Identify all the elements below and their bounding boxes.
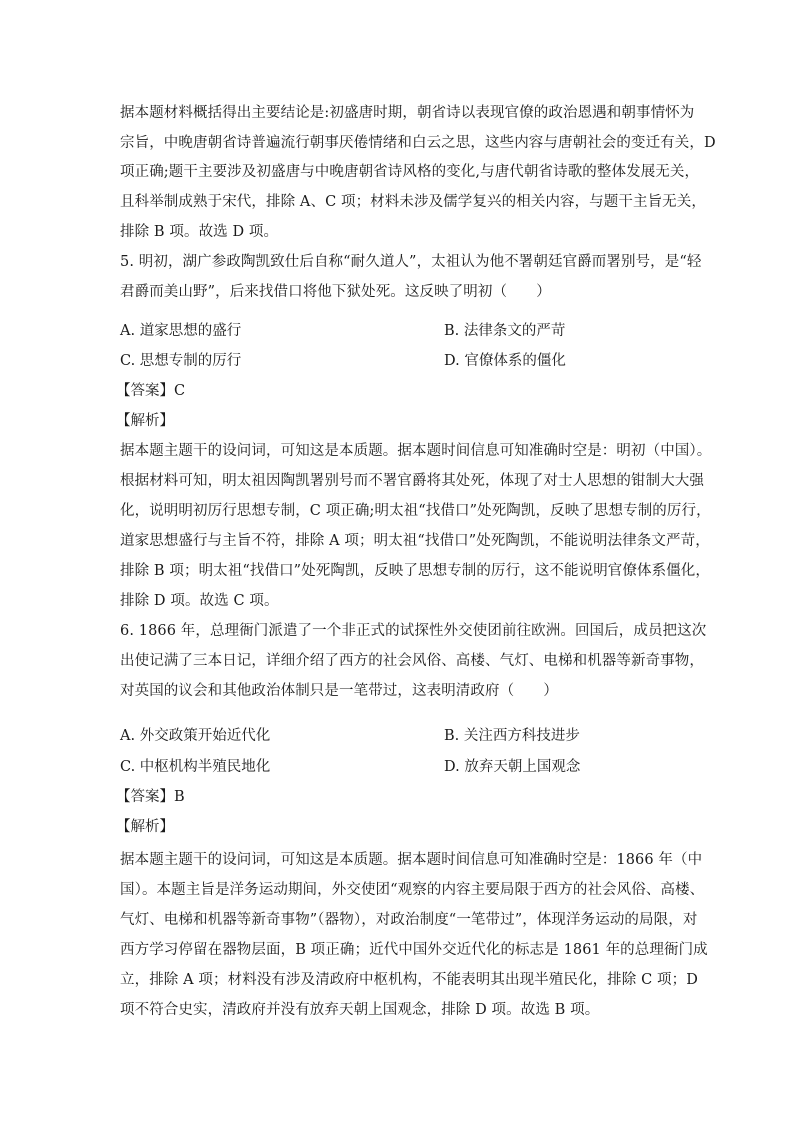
paragraph-line: 且科举制成熟于宋代，排除 A、C 项；材料未涉及儒学复兴的相关内容，与题干主旨无关， <box>120 194 706 210</box>
q6-analysis-line: 立，排除 A 项；材料没有涉及清政府中枢机构，不能表明其出现半殖民化，排除 C 项；D <box>120 972 698 988</box>
q5-option-d: D. 官僚体系的僵化 <box>444 353 566 369</box>
q6-analysis-line: 气灯、电梯和机器等新奇事物”（器物），对政治制度“一笔带过”，体现洋务运动的局限，对 <box>120 912 698 928</box>
q5-analysis-line: 排除 D 项。故选 C 项。 <box>120 593 279 609</box>
q6-analysis-line: 西方学习停留在器物层面，B 项正确；近代中国外交近代化的标志是 1861 年的总理衙门成 <box>120 942 708 958</box>
q6-option-d: D. 放弃天朝上国观念 <box>444 759 581 775</box>
q6-analysis-line: 据本题主题干的设问词，可知这是本质题。据本题时间信息可知准确时空是：1866 年（中 <box>120 852 703 868</box>
q5-analysis-line: 根据材料可知，明太祖因陶凯署别号而不署官爵将其处死，体现了对士人思想的钳制大大强 <box>120 473 704 489</box>
question-6-stem: 6. 1866 年，总理衙门派遣了一个非正式的试探性外交使团前往欧洲。回国后，成员把这次 <box>120 623 707 639</box>
q6-option-a: A. 外交政策开始近代化 <box>120 728 271 744</box>
paragraph-line: 据本题材料概括得出主要结论是:初盛唐时期，朝省诗以表现官僚的政治恩遇和朝事情怀为 <box>120 105 695 121</box>
q6-analysis-line: 国）。本题主旨是洋务运动期间，外交使团“观察的内容主要局限于西方的社会风俗、高楼、 <box>120 882 705 898</box>
paragraph-line: 宗旨，中晚唐朝省诗普遍流行朝事厌倦情绪和白云之思，这些内容与唐朝社会的变迁有关，D <box>120 135 716 151</box>
paragraph-line: 项正确;题干主要涉及初盛唐与中晚唐朝省诗风格的变化,与唐代朝省诗歌的整体发展无关， <box>120 164 700 180</box>
q6-option-b: B. 关注西方科技进步 <box>444 728 580 744</box>
question-6-stem: 出使记满了三本日记，详细介绍了西方的社会风俗、高楼、气灯、电梯和机器等新奇事物， <box>120 653 704 669</box>
q5-analysis-line: 化，说明明初厉行思想专制，C 项正确;明太祖“找借口”处死陶凯，反映了思想专制的厉行， <box>120 503 711 519</box>
q5-option-b: B. 法律条文的严苛 <box>444 323 566 339</box>
question-5-stem: 5. 明初，湖广参政陶凯致仕后自称“耐久道人”，太祖认为他不署朝廷官爵而署别号，是“轻 <box>120 254 702 270</box>
question-5-stem: 君爵而美山野”，后来找借口将他下狱处死。这反映了明初（ ） <box>120 284 551 300</box>
q6-answer: 【答案】B <box>116 789 185 805</box>
q5-analysis-line: 据本题主题干的设问词，可知这是本质题。据本题时间信息可知准确时空是：明初（中国）。 <box>120 443 712 459</box>
q5-option-c: C. 思想专制的厉行 <box>120 353 242 369</box>
q5-answer: 【答案】C <box>116 383 186 399</box>
question-6-stem: 对英国的议会和其他政治体制只是一笔带过，这表明清政府（ ） <box>120 683 558 699</box>
q5-analysis-line: 排除 B 项；明太祖“找借口”处死陶凯，反映了思想专制的厉行，这不能说明官僚体系僵化， <box>120 563 710 579</box>
paragraph-line: 排除 B 项。故选 D 项。 <box>120 224 279 240</box>
q5-analysis-line: 道家思想盛行与主旨不符，排除 A 项；明太祖“找借口”处死陶凯，不能说明法律条文严苛， <box>120 533 710 549</box>
q5-analysis-label: 【解析】 <box>116 413 174 429</box>
q6-option-c: C. 中枢机构半殖民地化 <box>120 759 271 775</box>
q6-analysis-line: 项不符合史实，清政府并没有放弃天朝上国观念，排除 D 项。故选 B 项。 <box>120 1002 600 1018</box>
q5-option-a: A. 道家思想的盛行 <box>120 323 242 339</box>
q6-analysis-label: 【解析】 <box>116 819 174 835</box>
